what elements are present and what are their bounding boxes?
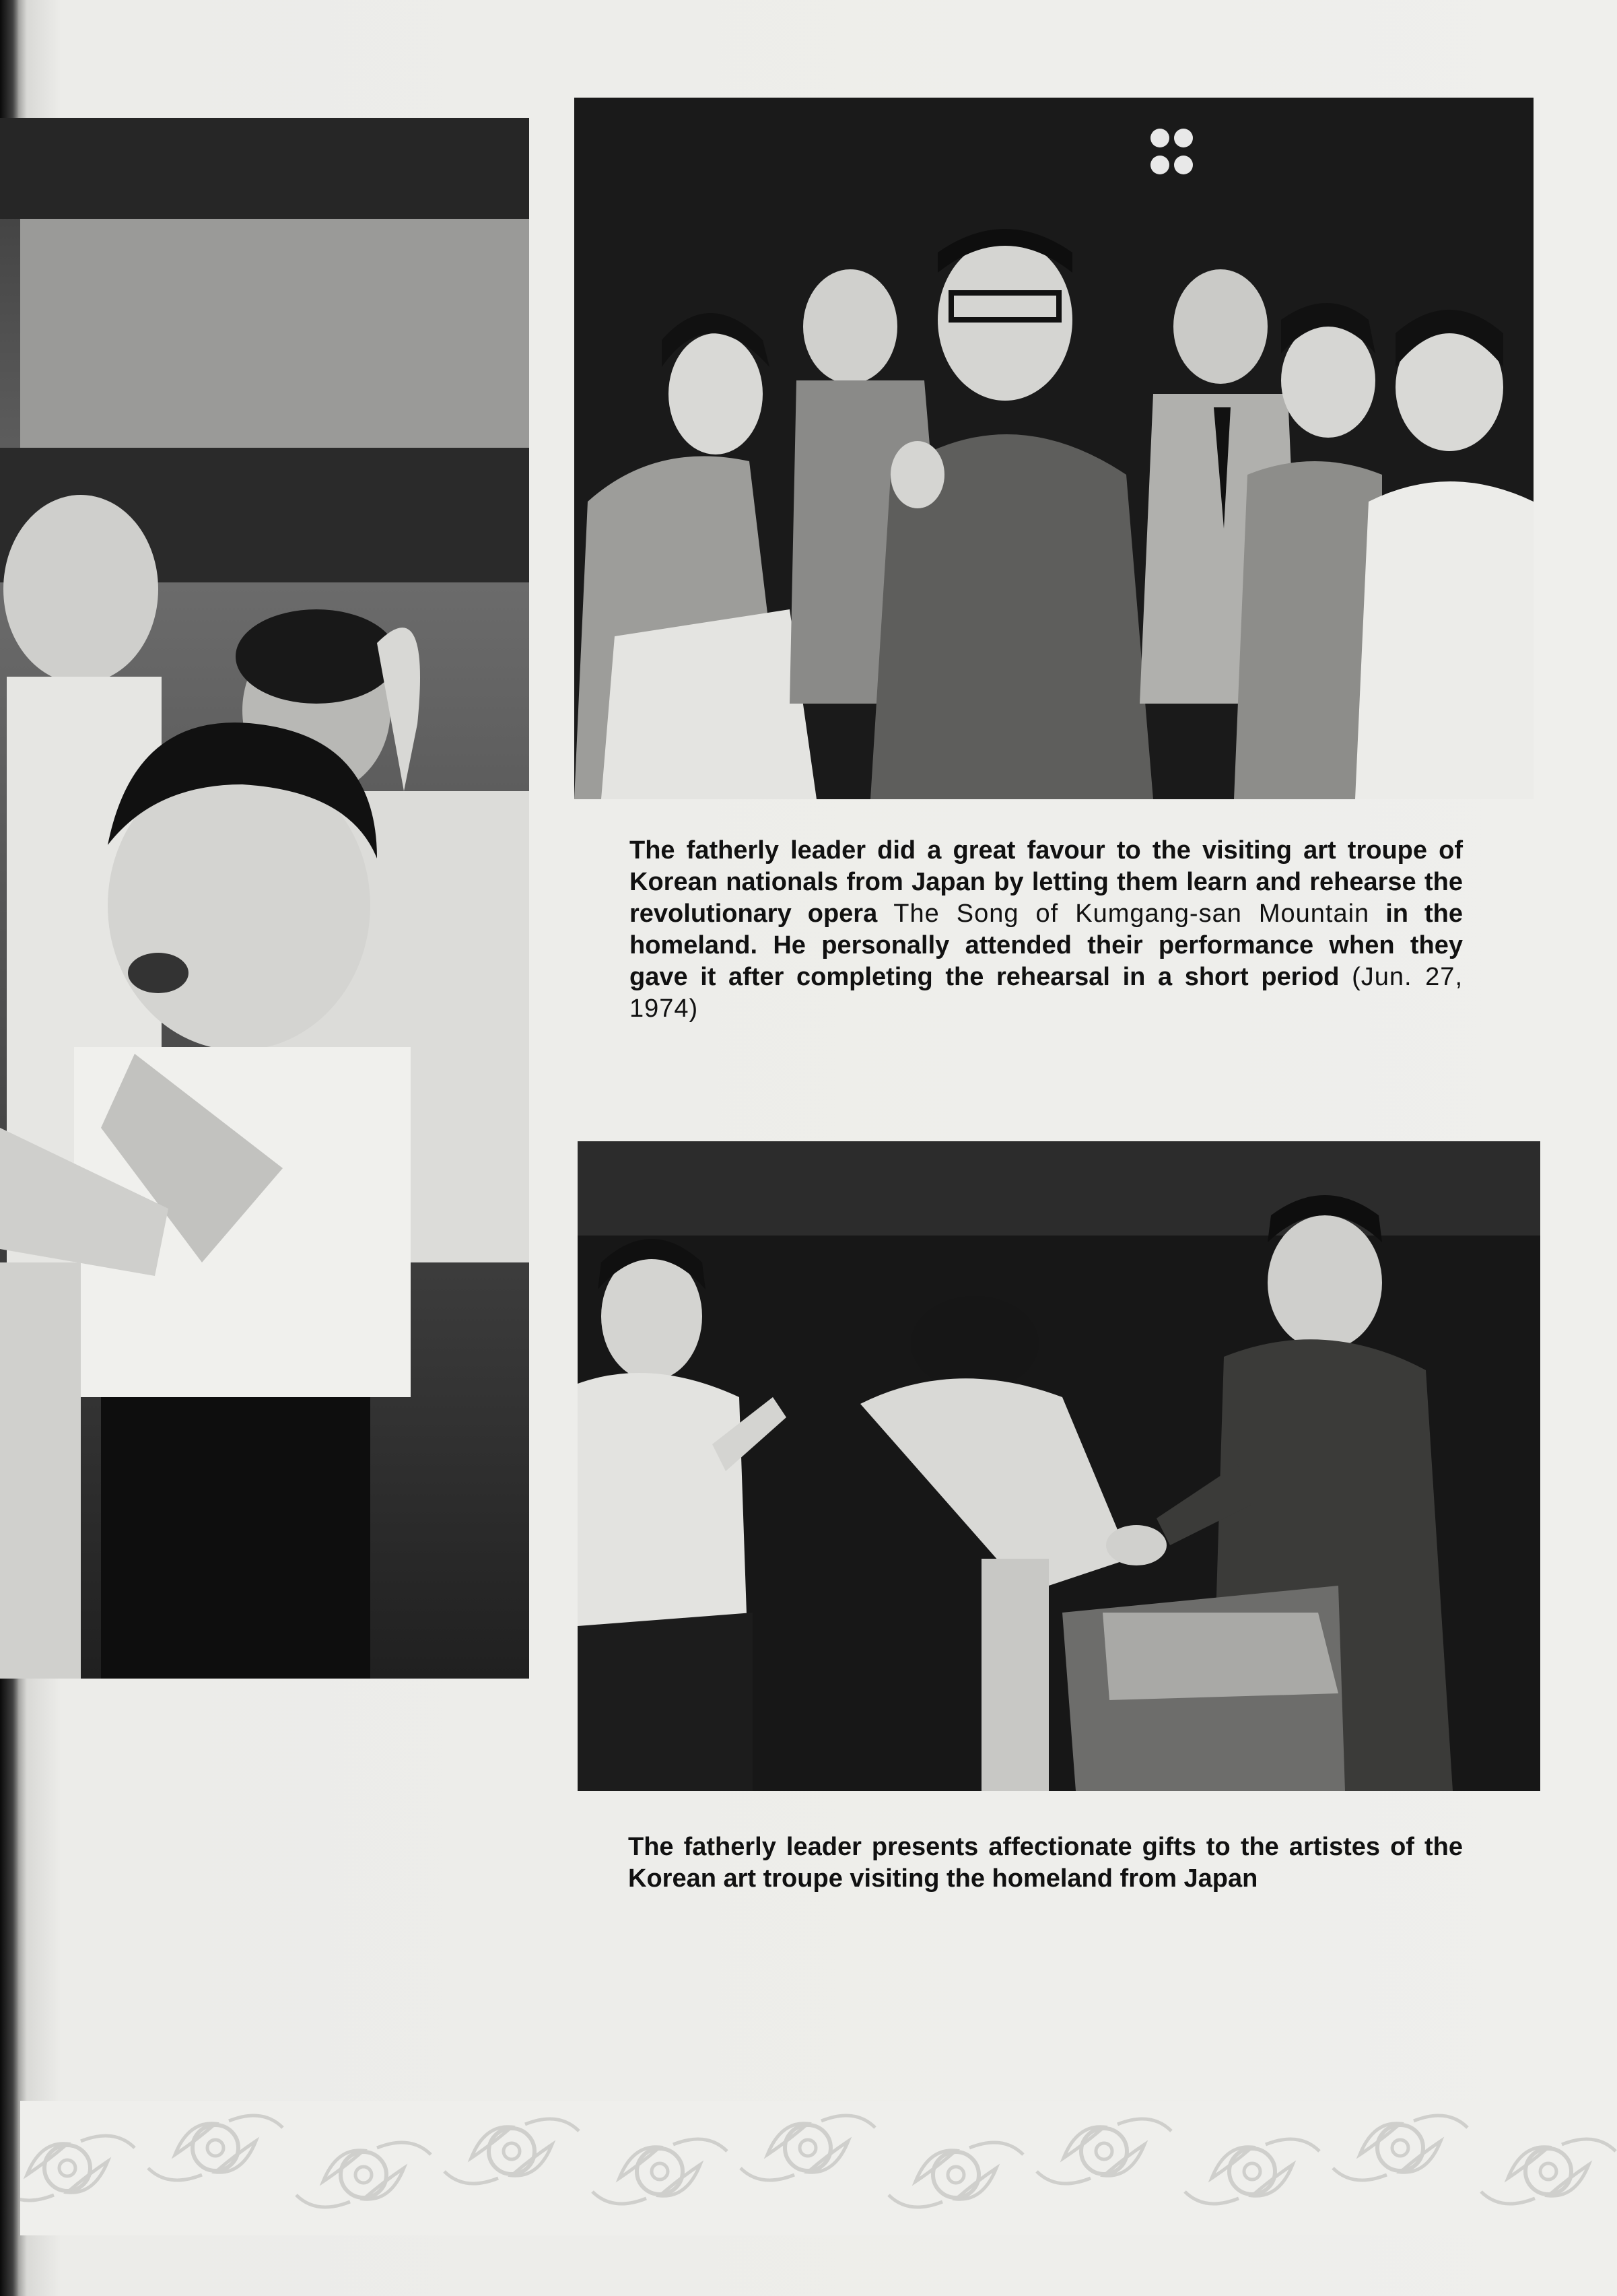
- caption-1-text-continued: in the homeland. He personally attended their performance when they gave it after completing the rehearsal in a short period: [629, 900, 1464, 991]
- caption-1-opera-title: The Song of Kumgang-san Mountain: [893, 900, 1370, 928]
- caption-1-text: The fatherly leader did a great favour to the visiting art troupe of Korean nationals from Japan by letting them learn and rehearse the revolutionary opera: [629, 836, 1463, 928]
- caption-leader-with-troupe: [629, 835, 1463, 1025]
- floral-border-decoration: [20, 2101, 1617, 2235]
- caption-1-date: (Jun. 27, 1974): [629, 963, 1463, 1023]
- photo-leader-presenting-gifts: [578, 1141, 1540, 1791]
- photo-leader-with-art-troupe: [574, 98, 1534, 799]
- caption-presenting-gifts: [628, 1831, 1463, 1895]
- photo-cheering-youths: [0, 118, 529, 1679]
- caption-2-text: The fatherly leader presents affectionate gifts to the artistes of the Korean art troupe visiting the homeland from Japan: [628, 1833, 1463, 1893]
